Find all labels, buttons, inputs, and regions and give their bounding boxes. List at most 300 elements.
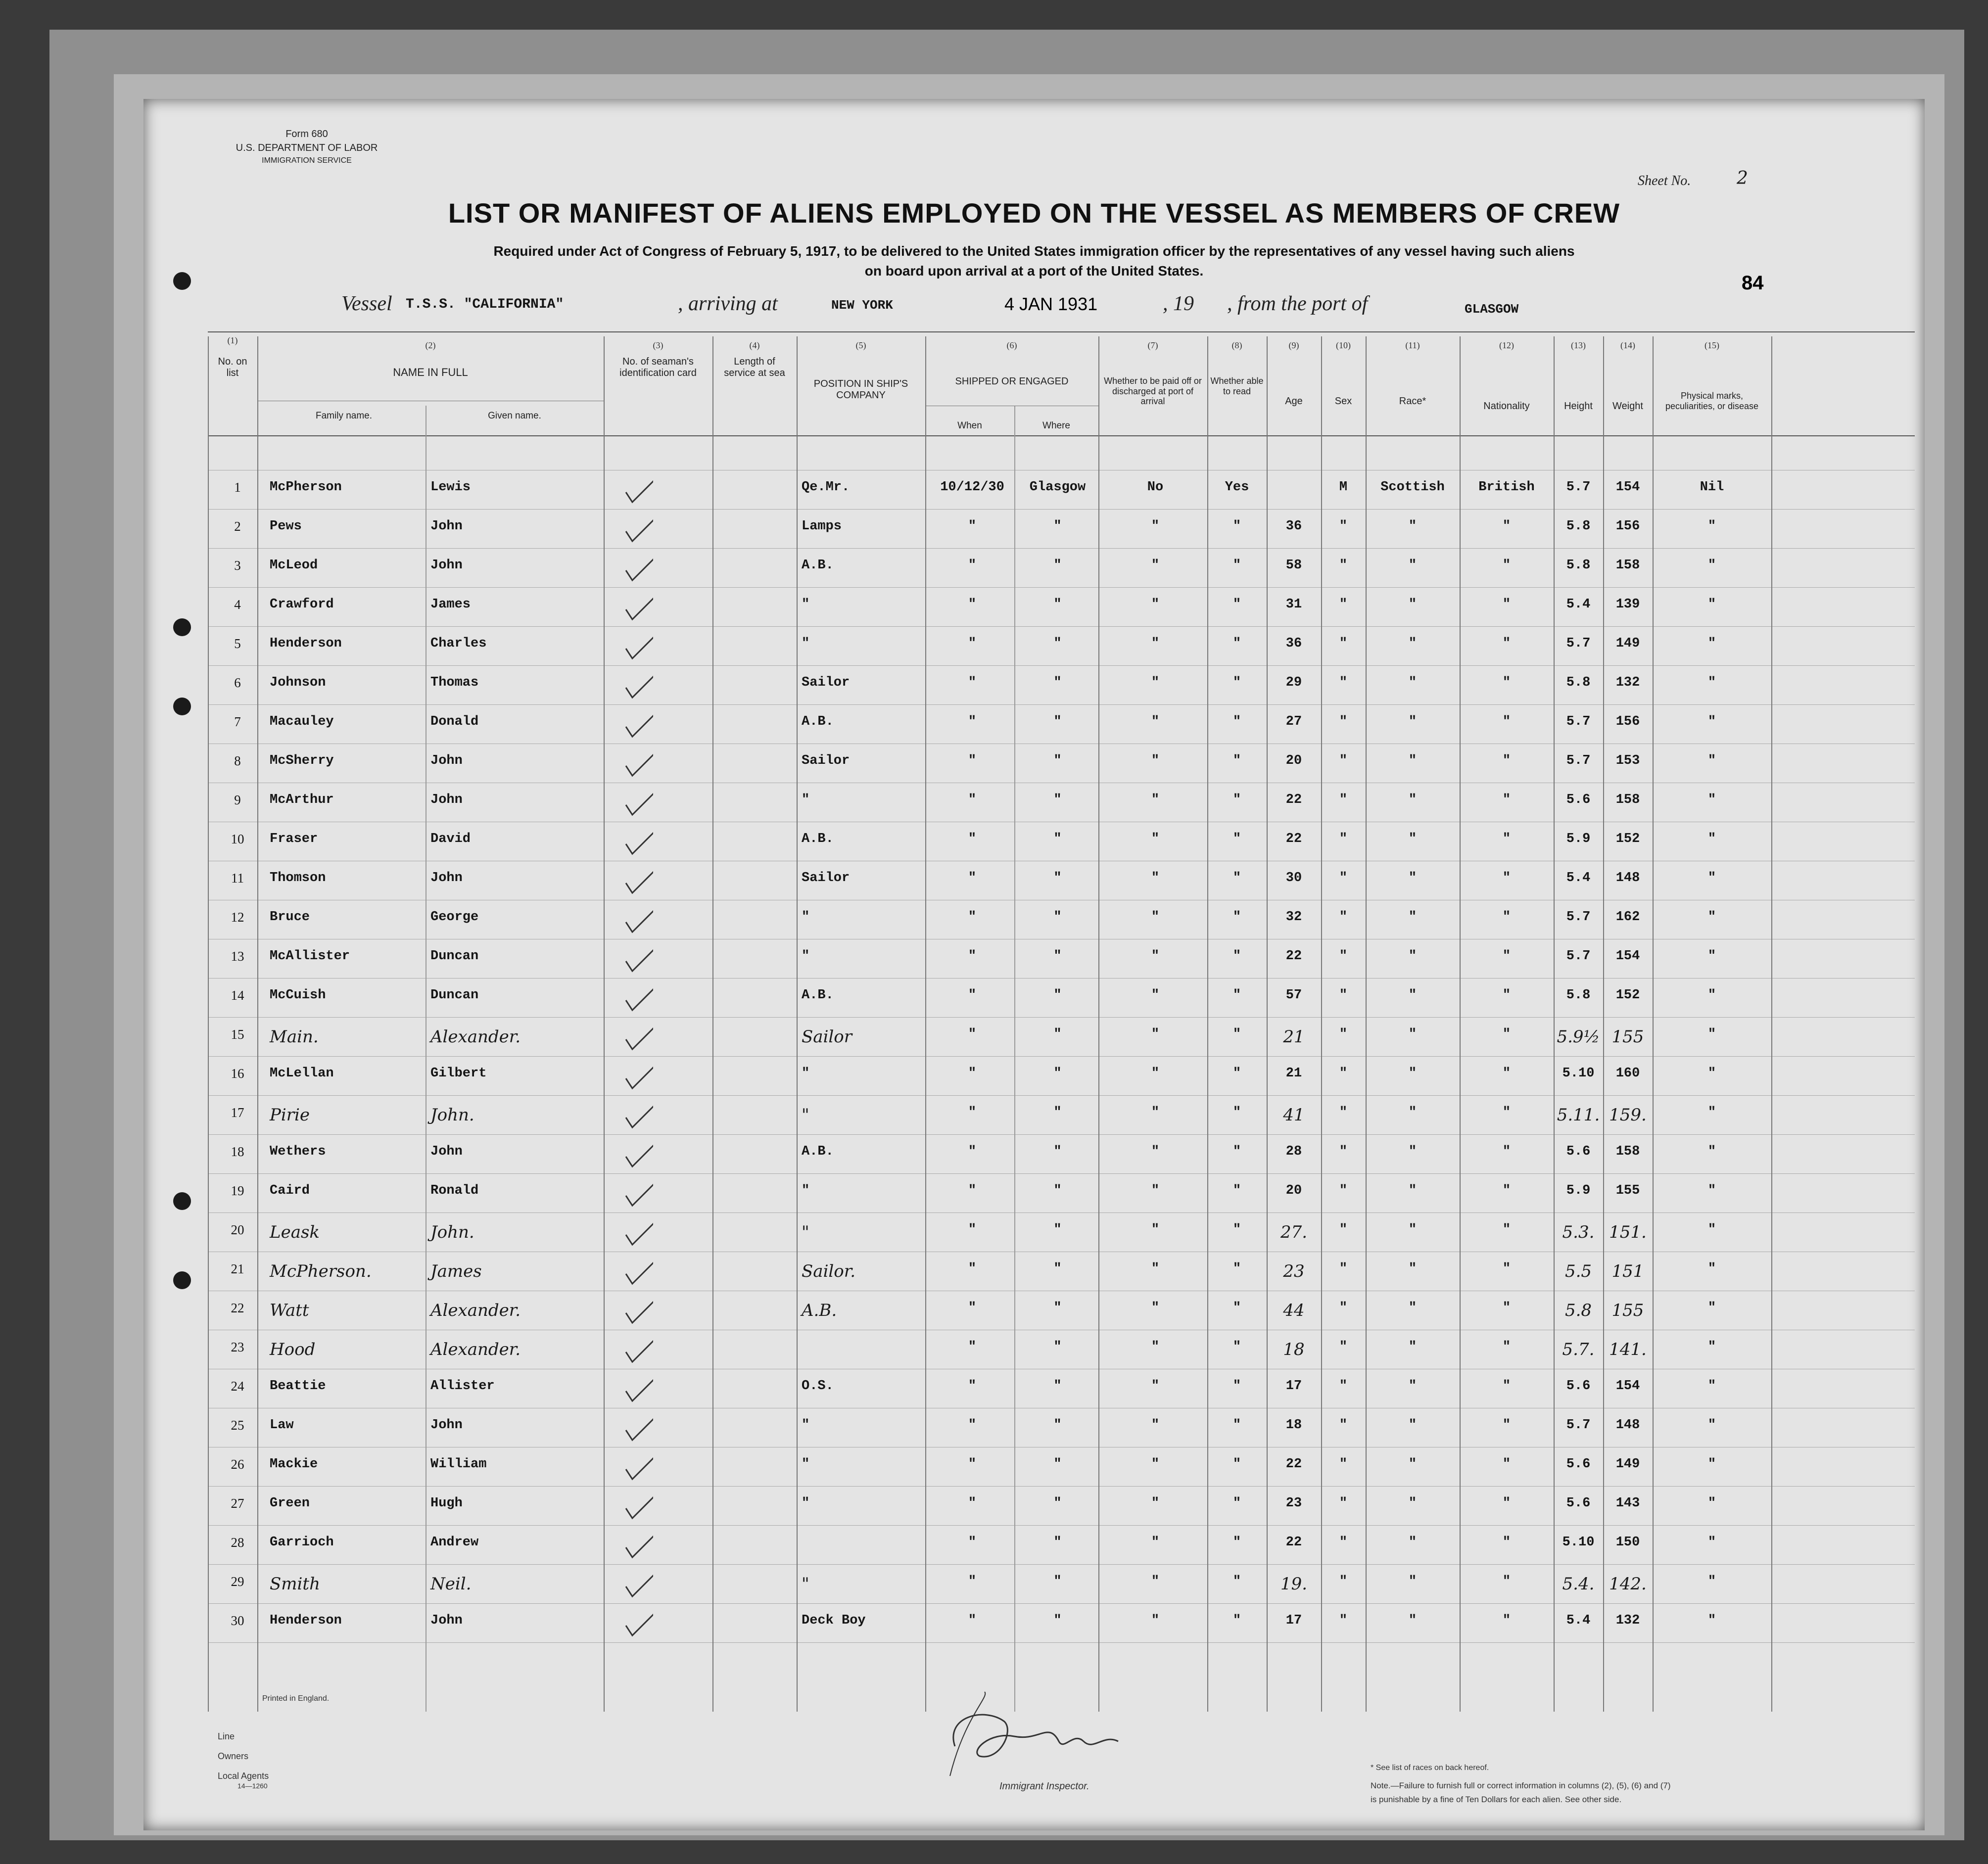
cell-marks: " bbox=[1707, 832, 1716, 846]
cell-no: 16 bbox=[231, 1066, 244, 1081]
cell-marks: " bbox=[1707, 1418, 1716, 1433]
cell-marks: " bbox=[1707, 988, 1716, 1003]
cell-family: McPherson bbox=[270, 480, 342, 495]
cell-race: " bbox=[1408, 871, 1417, 885]
cell-race: " bbox=[1408, 1183, 1417, 1198]
cell-position: " bbox=[802, 597, 810, 612]
cell-weight: 139 bbox=[1615, 597, 1640, 612]
cell-paid: " bbox=[1151, 558, 1160, 573]
cell-position: O.S. bbox=[802, 1379, 834, 1394]
cell-sex: " bbox=[1339, 792, 1348, 807]
cell-nat: " bbox=[1502, 714, 1511, 729]
cell-read: " bbox=[1232, 871, 1241, 885]
cell-given: Allister bbox=[430, 1379, 495, 1394]
cell-height: 5.7 bbox=[1566, 1418, 1591, 1433]
cell-read: " bbox=[1232, 792, 1241, 807]
race-note: * See list of races on back hereof. bbox=[1371, 1764, 1489, 1772]
col-num-1: (1) bbox=[227, 335, 238, 345]
cell-when: " bbox=[968, 832, 977, 846]
cell-read: " bbox=[1232, 910, 1241, 925]
cell-given: Ronald bbox=[430, 1183, 479, 1198]
from-port-label: , from the port of bbox=[1227, 292, 1368, 315]
cell-no: 2 bbox=[234, 519, 241, 534]
cell-paid: No bbox=[1147, 480, 1164, 495]
cell-nat: " bbox=[1502, 1027, 1511, 1042]
cell-height: 5.11. bbox=[1557, 1105, 1600, 1125]
cell-height: 5.7. bbox=[1562, 1340, 1595, 1359]
inspector-label: Immigrant Inspector. bbox=[999, 1781, 1089, 1792]
cell-no: 19 bbox=[231, 1183, 244, 1198]
col-num-8: (8) bbox=[1231, 340, 1242, 350]
cell-age: 27. bbox=[1280, 1222, 1308, 1242]
cell-race: " bbox=[1408, 1613, 1417, 1628]
row-rule bbox=[208, 1642, 1915, 1643]
col-rule bbox=[712, 336, 713, 1712]
cell-nat: " bbox=[1502, 1457, 1511, 1472]
cell-nat: " bbox=[1502, 1613, 1511, 1628]
cell-position: A.B. bbox=[802, 558, 834, 573]
col-num-12: (12) bbox=[1499, 340, 1514, 350]
from-port: GLASGOW bbox=[1465, 302, 1519, 317]
penalty-note-1: Note.—Failure to furnish full or correct information in columns (2), (5), (6) and (7) bbox=[1371, 1781, 1671, 1790]
cell-weight: 154 bbox=[1615, 949, 1640, 964]
cell-no: 14 bbox=[231, 988, 244, 1003]
cell-no: 30 bbox=[231, 1613, 244, 1628]
cell-weight: 149 bbox=[1615, 636, 1640, 651]
cell-family: McCuish bbox=[270, 988, 326, 1003]
cell-no: 5 bbox=[234, 636, 241, 651]
cell-sex: " bbox=[1339, 519, 1348, 534]
cell-sex: " bbox=[1339, 1183, 1348, 1198]
cell-marks: " bbox=[1707, 1261, 1716, 1276]
cell-paid: " bbox=[1151, 1105, 1160, 1120]
cell-paid: " bbox=[1151, 1496, 1160, 1511]
cell-where: Glasgow bbox=[1029, 480, 1086, 495]
cell-where: " bbox=[1053, 1535, 1062, 1550]
col-rule bbox=[604, 336, 605, 1712]
cell-when: " bbox=[968, 1496, 977, 1511]
col-header-name: NAME IN FULL bbox=[393, 366, 468, 378]
cell-weight: 152 bbox=[1615, 832, 1640, 846]
cell-where: " bbox=[1053, 1105, 1062, 1120]
cell-when: " bbox=[968, 792, 977, 807]
col-header-height: Height bbox=[1564, 401, 1593, 412]
cell-where: " bbox=[1053, 910, 1062, 925]
cell-age: 29 bbox=[1285, 675, 1302, 690]
col-header-id-card: No. of seaman's identification card bbox=[619, 356, 697, 378]
cell-nat: " bbox=[1502, 1418, 1511, 1433]
cell-age: 36 bbox=[1285, 519, 1302, 534]
cell-position: Qe.Mr. bbox=[802, 480, 850, 495]
cell-when: " bbox=[968, 1261, 977, 1276]
cell-nat: British bbox=[1478, 480, 1535, 495]
cell-no: 12 bbox=[231, 910, 244, 925]
cell-given: John bbox=[430, 519, 463, 534]
cell-when: 10/12/30 bbox=[940, 480, 1004, 495]
row-rule bbox=[208, 1095, 1915, 1096]
form-number: Form 680 bbox=[285, 129, 328, 140]
cell-read: " bbox=[1232, 1066, 1241, 1081]
cell-where: " bbox=[1053, 1340, 1062, 1354]
cell-read: " bbox=[1232, 1183, 1241, 1198]
cell-height: 5.7 bbox=[1566, 910, 1591, 925]
cell-sex: " bbox=[1339, 1261, 1348, 1276]
vessel-label: Vessel bbox=[341, 292, 392, 315]
cell-paid: " bbox=[1151, 1535, 1160, 1550]
cell-age: 18 bbox=[1283, 1340, 1305, 1359]
cell-where: " bbox=[1053, 1613, 1062, 1628]
col-rule bbox=[1098, 336, 1099, 1712]
col-num-9: (9) bbox=[1288, 340, 1299, 350]
cell-family: Fraser bbox=[270, 832, 318, 846]
cell-paid: " bbox=[1151, 519, 1160, 534]
cell-given: John. bbox=[430, 1105, 474, 1125]
vessel-name: T.S.S. "CALIFORNIA" bbox=[406, 297, 564, 312]
cell-height: 5.6 bbox=[1566, 1457, 1591, 1472]
cell-weight: 148 bbox=[1615, 871, 1640, 885]
cell-race: " bbox=[1408, 988, 1417, 1003]
header-top-rule bbox=[208, 331, 1915, 332]
cell-sex: " bbox=[1339, 1613, 1348, 1628]
cell-read: " bbox=[1232, 1535, 1241, 1550]
cell-paid: " bbox=[1151, 753, 1160, 768]
cell-when: " bbox=[968, 1105, 977, 1120]
cell-height: 5.5 bbox=[1564, 1261, 1592, 1281]
col-rule bbox=[257, 336, 258, 1712]
cell-where: " bbox=[1053, 1027, 1062, 1042]
col-rule bbox=[208, 336, 209, 1712]
row-rule bbox=[208, 1173, 1915, 1174]
cell-height: 5.4 bbox=[1566, 871, 1591, 885]
cell-read: " bbox=[1232, 832, 1241, 846]
cell-when: " bbox=[968, 753, 977, 768]
agents-label: Local Agents bbox=[218, 1771, 269, 1781]
cell-where: " bbox=[1053, 871, 1062, 885]
cell-no: 7 bbox=[234, 714, 241, 729]
cell-age: 23 bbox=[1283, 1261, 1305, 1281]
cell-position: A.B. bbox=[802, 1144, 834, 1159]
cell-given: John. bbox=[430, 1222, 474, 1242]
cell-sex: " bbox=[1339, 1418, 1348, 1433]
cell-nat: " bbox=[1502, 988, 1511, 1003]
sheet-label: Sheet No. bbox=[1638, 173, 1691, 188]
cell-given: William bbox=[430, 1457, 487, 1472]
cell-height: 5.6 bbox=[1566, 792, 1591, 807]
row-rule bbox=[208, 1134, 1915, 1135]
cell-weight: 142. bbox=[1609, 1574, 1647, 1594]
cell-when: " bbox=[968, 558, 977, 573]
cell-height: 5.7 bbox=[1566, 480, 1591, 495]
cell-race: " bbox=[1408, 1301, 1417, 1315]
cell-sex: " bbox=[1339, 910, 1348, 925]
arriving-label: , arriving at bbox=[678, 292, 778, 315]
cell-race: " bbox=[1408, 1418, 1417, 1433]
cell-height: 5.7 bbox=[1566, 636, 1591, 651]
cell-when: " bbox=[968, 1379, 977, 1394]
cell-where: " bbox=[1053, 597, 1062, 612]
cell-paid: " bbox=[1151, 1613, 1160, 1628]
cell-family: Mackie bbox=[270, 1457, 318, 1472]
cell-marks: " bbox=[1707, 1222, 1716, 1237]
cell-height: 5.6 bbox=[1566, 1379, 1591, 1394]
cell-race: " bbox=[1408, 1379, 1417, 1394]
cell-sex: " bbox=[1339, 1222, 1348, 1237]
cell-age: 21 bbox=[1283, 1027, 1305, 1047]
cell-family: Watt bbox=[270, 1301, 309, 1320]
cell-position: " bbox=[802, 910, 810, 925]
cell-position: Sailor bbox=[802, 675, 850, 690]
col-rule bbox=[925, 336, 926, 1712]
cell-race: " bbox=[1408, 792, 1417, 807]
cell-age: 41 bbox=[1283, 1105, 1305, 1125]
cell-nat: " bbox=[1502, 1535, 1511, 1550]
cell-weight: 148 bbox=[1615, 1418, 1640, 1433]
cell-marks: " bbox=[1707, 1496, 1716, 1511]
cell-sex: " bbox=[1339, 1105, 1348, 1120]
cell-read: " bbox=[1232, 1340, 1241, 1354]
cell-age: 17 bbox=[1285, 1613, 1302, 1628]
cell-race: " bbox=[1408, 753, 1417, 768]
cell-where: " bbox=[1053, 1379, 1062, 1394]
cell-read: " bbox=[1232, 1496, 1241, 1511]
cell-sex: " bbox=[1339, 558, 1348, 573]
cell-no: 27 bbox=[231, 1496, 244, 1511]
cell-marks: " bbox=[1707, 1066, 1716, 1081]
col-num-3: (3) bbox=[653, 340, 663, 350]
col-header-age: Age bbox=[1285, 396, 1303, 407]
cell-height: 5.8 bbox=[1566, 558, 1591, 573]
cell-position: " bbox=[802, 1457, 810, 1472]
cell-where: " bbox=[1053, 1144, 1062, 1159]
cell-where: " bbox=[1053, 1496, 1062, 1511]
col-num-13: (13) bbox=[1571, 340, 1586, 350]
col-num-5: (5) bbox=[855, 340, 866, 350]
cell-marks: " bbox=[1707, 949, 1716, 964]
cell-age: 30 bbox=[1285, 871, 1302, 885]
cell-family: Henderson bbox=[270, 636, 342, 651]
cell-nat: " bbox=[1502, 675, 1511, 690]
cell-race: " bbox=[1408, 558, 1417, 573]
cell-age: 44 bbox=[1283, 1301, 1305, 1320]
cell-no: 24 bbox=[231, 1379, 244, 1394]
cell-no: 4 bbox=[234, 597, 241, 612]
cell-marks: " bbox=[1707, 910, 1716, 925]
cell-no: 8 bbox=[234, 753, 241, 768]
subtitle-1: Required under Act of Congress of February 5, 1917, to be delivered to the United States immigration officer by the representatives of any vessel having such aliens bbox=[493, 243, 1575, 259]
cell-nat: " bbox=[1502, 871, 1511, 885]
cell-read: " bbox=[1232, 1105, 1241, 1120]
cell-race: " bbox=[1408, 675, 1417, 690]
cell-race: " bbox=[1408, 949, 1417, 964]
cell-sex: " bbox=[1339, 1144, 1348, 1159]
row-rule bbox=[208, 665, 1915, 666]
cell-when: " bbox=[968, 1340, 977, 1354]
cell-race: " bbox=[1408, 1222, 1417, 1237]
cell-given: John bbox=[430, 558, 463, 573]
cell-no: 21 bbox=[231, 1261, 244, 1276]
cell-sex: " bbox=[1339, 1340, 1348, 1354]
cell-sex: " bbox=[1339, 597, 1348, 612]
cell-when: " bbox=[968, 949, 977, 964]
cell-age: 22 bbox=[1285, 1457, 1302, 1472]
cell-sex: " bbox=[1339, 636, 1348, 651]
cell-where: " bbox=[1053, 1301, 1062, 1315]
row-rule bbox=[208, 978, 1915, 979]
cell-when: " bbox=[968, 1574, 977, 1589]
punch-hole bbox=[173, 618, 191, 636]
col-header-given: Given name. bbox=[488, 411, 541, 421]
cell-race: " bbox=[1408, 519, 1417, 534]
cell-marks: Nil bbox=[1700, 480, 1724, 495]
cell-marks: " bbox=[1707, 871, 1716, 885]
cell-weight: 132 bbox=[1615, 675, 1640, 690]
col-header-nationality: Nationality bbox=[1483, 401, 1530, 412]
cell-sex: " bbox=[1339, 988, 1348, 1003]
col-header-family: Family name. bbox=[315, 411, 373, 421]
cell-height: 5.3. bbox=[1562, 1222, 1595, 1242]
col-num-6: (6) bbox=[1006, 340, 1017, 350]
cell-nat: " bbox=[1502, 1301, 1511, 1315]
sheet-number: 2 bbox=[1737, 168, 1748, 188]
cell-paid: " bbox=[1151, 792, 1160, 807]
cell-nat: " bbox=[1502, 1261, 1511, 1276]
cell-nat: " bbox=[1502, 1496, 1511, 1511]
cell-where: " bbox=[1053, 1222, 1062, 1237]
cell-given: Duncan bbox=[430, 988, 479, 1003]
cell-marks: " bbox=[1707, 558, 1716, 573]
cell-when: " bbox=[968, 910, 977, 925]
cell-family: Crawford bbox=[270, 597, 334, 612]
cell-age: 19. bbox=[1280, 1574, 1308, 1594]
cell-sex: " bbox=[1339, 1535, 1348, 1550]
cell-sex: " bbox=[1339, 1066, 1348, 1081]
col-header-no: No. on list bbox=[218, 356, 247, 378]
cell-position: Sailor. bbox=[802, 1261, 856, 1281]
cell-race: " bbox=[1408, 1496, 1417, 1511]
cell-where: " bbox=[1053, 949, 1062, 964]
cell-paid: " bbox=[1151, 1301, 1160, 1315]
cell-nat: " bbox=[1502, 1183, 1511, 1198]
cell-read: " bbox=[1232, 753, 1241, 768]
cell-position: " bbox=[802, 1574, 809, 1594]
cell-where: " bbox=[1053, 519, 1062, 534]
cell-read: " bbox=[1232, 558, 1241, 573]
cell-height: 5.10 bbox=[1562, 1066, 1595, 1081]
cell-nat: " bbox=[1502, 792, 1511, 807]
col-header-when: When bbox=[957, 420, 982, 431]
cell-weight: 162 bbox=[1615, 910, 1640, 925]
cell-height: 5.8 bbox=[1564, 1301, 1592, 1320]
col-num-2: (2) bbox=[425, 340, 436, 350]
cell-no: 3 bbox=[234, 558, 241, 573]
cell-read: " bbox=[1232, 519, 1241, 534]
cell-position: Sailor bbox=[802, 753, 850, 768]
cell-nat: " bbox=[1502, 1340, 1511, 1354]
col-header-weight: Weight bbox=[1612, 401, 1643, 412]
cell-when: " bbox=[968, 1457, 977, 1472]
cell-height: 5.10 bbox=[1562, 1535, 1595, 1550]
cell-given: John bbox=[430, 753, 463, 768]
cell-given: Thomas bbox=[430, 675, 479, 690]
cell-paid: " bbox=[1151, 1027, 1160, 1042]
cell-when: " bbox=[968, 1066, 977, 1081]
row-rule bbox=[208, 1603, 1915, 1604]
cell-where: " bbox=[1053, 792, 1062, 807]
checkmark-icon bbox=[618, 1598, 653, 1658]
cell-paid: " bbox=[1151, 1183, 1160, 1198]
cell-position: " bbox=[802, 1105, 809, 1125]
cell-race: Scottish bbox=[1380, 480, 1445, 495]
cell-position: A.B. bbox=[802, 988, 834, 1003]
cell-paid: " bbox=[1151, 1379, 1160, 1394]
cell-no: 13 bbox=[231, 949, 244, 964]
cell-family: Garrioch bbox=[270, 1535, 334, 1550]
cell-read: " bbox=[1232, 1457, 1241, 1472]
cell-race: " bbox=[1408, 1535, 1417, 1550]
cell-weight: 141. bbox=[1609, 1340, 1647, 1359]
cell-height: 5.9½ bbox=[1557, 1027, 1600, 1047]
cell-position: Lamps bbox=[802, 519, 842, 534]
cell-paid: " bbox=[1151, 675, 1160, 690]
cell-weight: 159. bbox=[1609, 1105, 1647, 1125]
cell-given: James bbox=[430, 1261, 482, 1281]
cell-where: " bbox=[1053, 1574, 1062, 1589]
cell-age: 22 bbox=[1285, 792, 1302, 807]
cell-given: Alexander. bbox=[430, 1301, 521, 1320]
cell-nat: " bbox=[1502, 636, 1511, 651]
cell-nat: " bbox=[1502, 949, 1511, 964]
cell-paid: " bbox=[1151, 1066, 1160, 1081]
row-rule bbox=[208, 1486, 1915, 1487]
cell-when: " bbox=[968, 714, 977, 729]
cell-read: " bbox=[1232, 597, 1241, 612]
cell-height: 5.8 bbox=[1566, 988, 1591, 1003]
cell-no: 28 bbox=[231, 1535, 244, 1550]
cell-age: 27 bbox=[1285, 714, 1302, 729]
cell-height: 5.4 bbox=[1566, 597, 1591, 612]
cell-paid: " bbox=[1151, 1340, 1160, 1354]
cell-no: 6 bbox=[234, 675, 241, 690]
cell-paid: " bbox=[1151, 1261, 1160, 1276]
cell-race: " bbox=[1408, 1027, 1417, 1042]
cell-no: 1 bbox=[234, 480, 241, 495]
cell-where: " bbox=[1053, 1261, 1062, 1276]
cell-height: 5.8 bbox=[1566, 675, 1591, 690]
cell-read: " bbox=[1232, 1222, 1241, 1237]
col-num-10: (10) bbox=[1336, 340, 1351, 350]
cell-when: " bbox=[968, 1418, 977, 1433]
cell-age: 36 bbox=[1285, 636, 1302, 651]
cell-read: " bbox=[1232, 1027, 1241, 1042]
page-title: LIST OR MANIFEST OF ALIENS EMPLOYED ON THE VESSEL AS MEMBERS OF CREW bbox=[448, 197, 1620, 229]
col-header-read: Whether able to read bbox=[1210, 376, 1264, 396]
cell-read: " bbox=[1232, 675, 1241, 690]
cell-given: Donald bbox=[430, 714, 479, 729]
cell-paid: " bbox=[1151, 1222, 1160, 1237]
cell-position: " bbox=[802, 949, 810, 964]
cell-race: " bbox=[1408, 832, 1417, 846]
arrival-port: NEW YORK bbox=[831, 298, 893, 313]
cell-paid: " bbox=[1151, 1418, 1160, 1433]
cell-height: 5.9 bbox=[1566, 1183, 1591, 1198]
cell-nat: " bbox=[1502, 753, 1511, 768]
col-header-shipped: SHIPPED OR ENGAGED bbox=[955, 376, 1069, 387]
cell-where: " bbox=[1053, 558, 1062, 573]
cell-marks: " bbox=[1707, 1535, 1716, 1550]
cell-weight: 160 bbox=[1615, 1066, 1640, 1081]
cell-given: John bbox=[430, 1144, 463, 1159]
cell-read: " bbox=[1232, 1301, 1241, 1315]
